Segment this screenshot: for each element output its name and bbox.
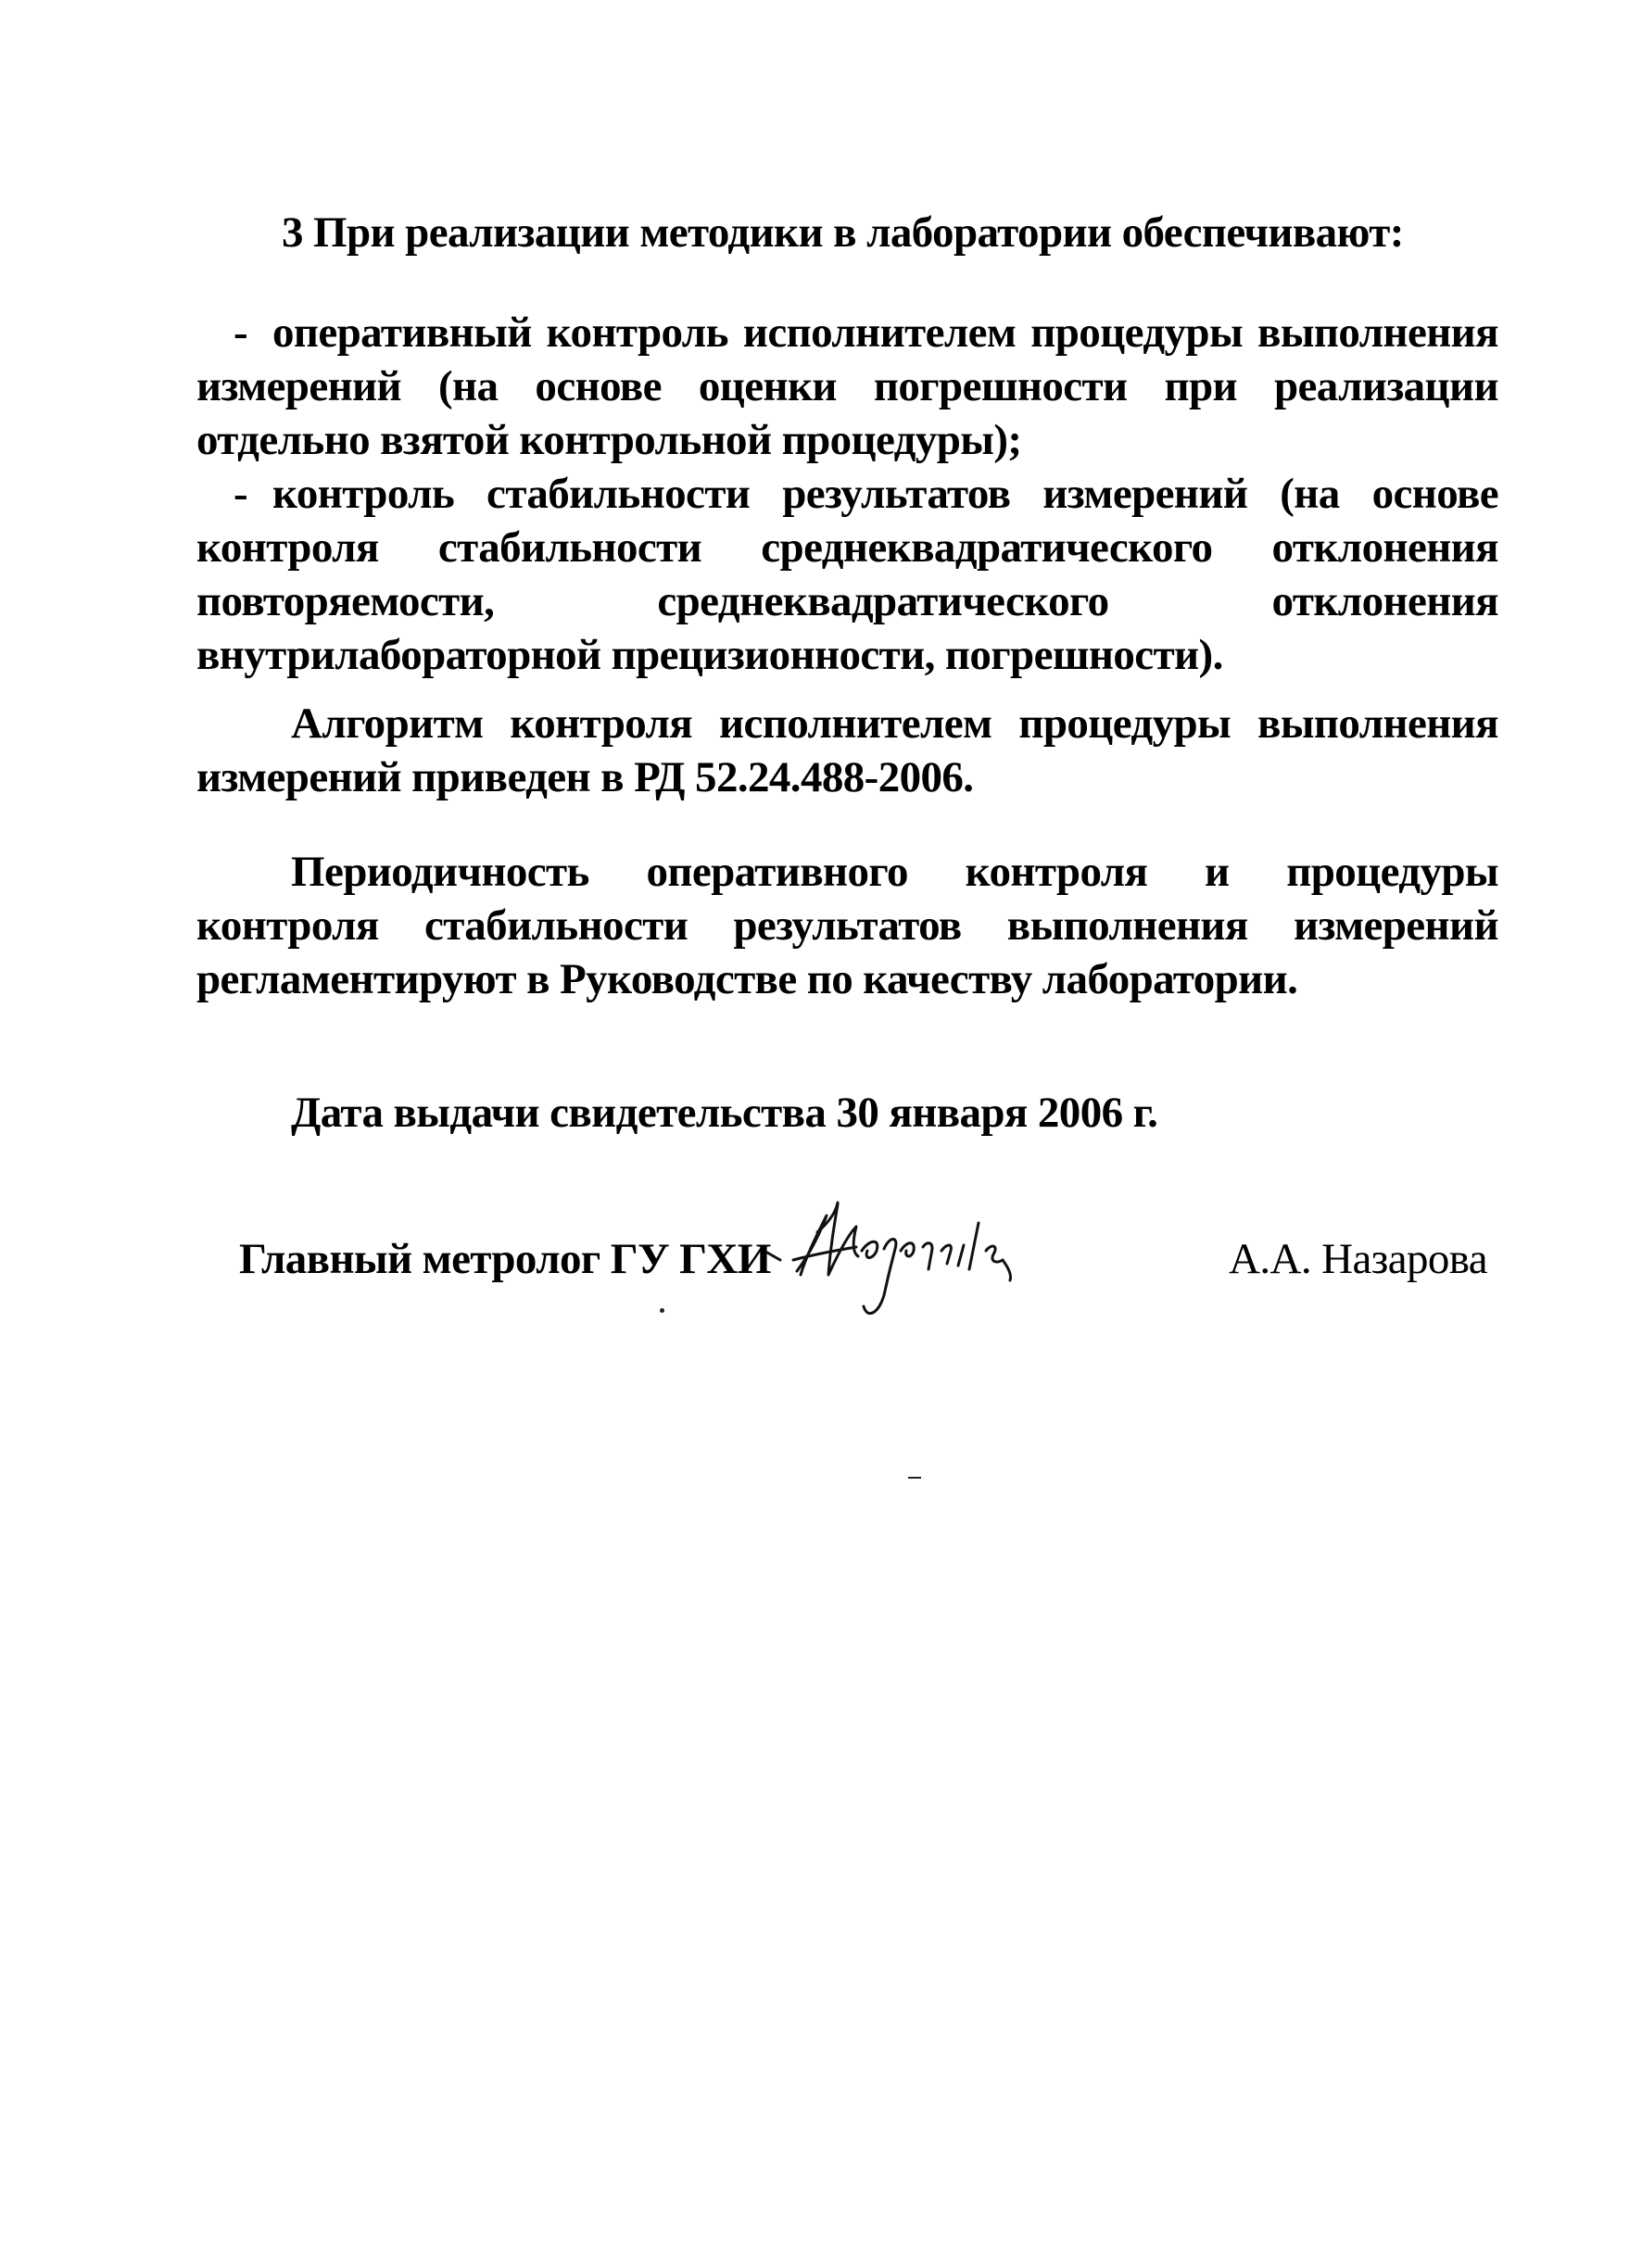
scan-speck xyxy=(908,1477,921,1479)
list-bullet: - xyxy=(234,470,248,518)
list-item-text: контроль стабильности результатов измерений (на основе контроля стабильности среднеквадратического отклонения повторяемости, среднеквадратического отклонения внутрилабораторной прецизионности, погрешности). xyxy=(196,470,1498,679)
signatory-name: А.А. Назарова xyxy=(1229,1235,1487,1283)
periodicity-paragraph: Периодичность оперативного контроля и процедуры контроля стабильности результатов выполнения измерений регламентируют в Руководстве по качеству лаборатории. xyxy=(196,848,1498,1003)
handwritten-signature-icon xyxy=(760,1195,1075,1334)
scan-speck xyxy=(660,1308,664,1313)
list-item xyxy=(196,306,1498,467)
section-heading: 3 При реализации методики в лаборатории обеспечивают: xyxy=(282,208,1404,257)
list-item-text: оперативный контроль исполнителем процедуры выполнения измерений (на основе оценки погрешности при реализации отдельно взятой контрольной процедуры); xyxy=(196,309,1498,464)
issue-date: Дата выдачи свидетельства 30 января 2006 г. xyxy=(291,1089,1158,1137)
signatory-role: Главный метролог ГУ ГХИ xyxy=(239,1235,771,1283)
list-item xyxy=(196,467,1498,682)
algorithm-paragraph: Алгоритм контроля исполнителем процедуры выполнения измерений приведен в РД 52.24.488-2006. xyxy=(196,699,1498,801)
list-bullet: - xyxy=(234,309,248,357)
requirements-list xyxy=(196,306,1498,682)
